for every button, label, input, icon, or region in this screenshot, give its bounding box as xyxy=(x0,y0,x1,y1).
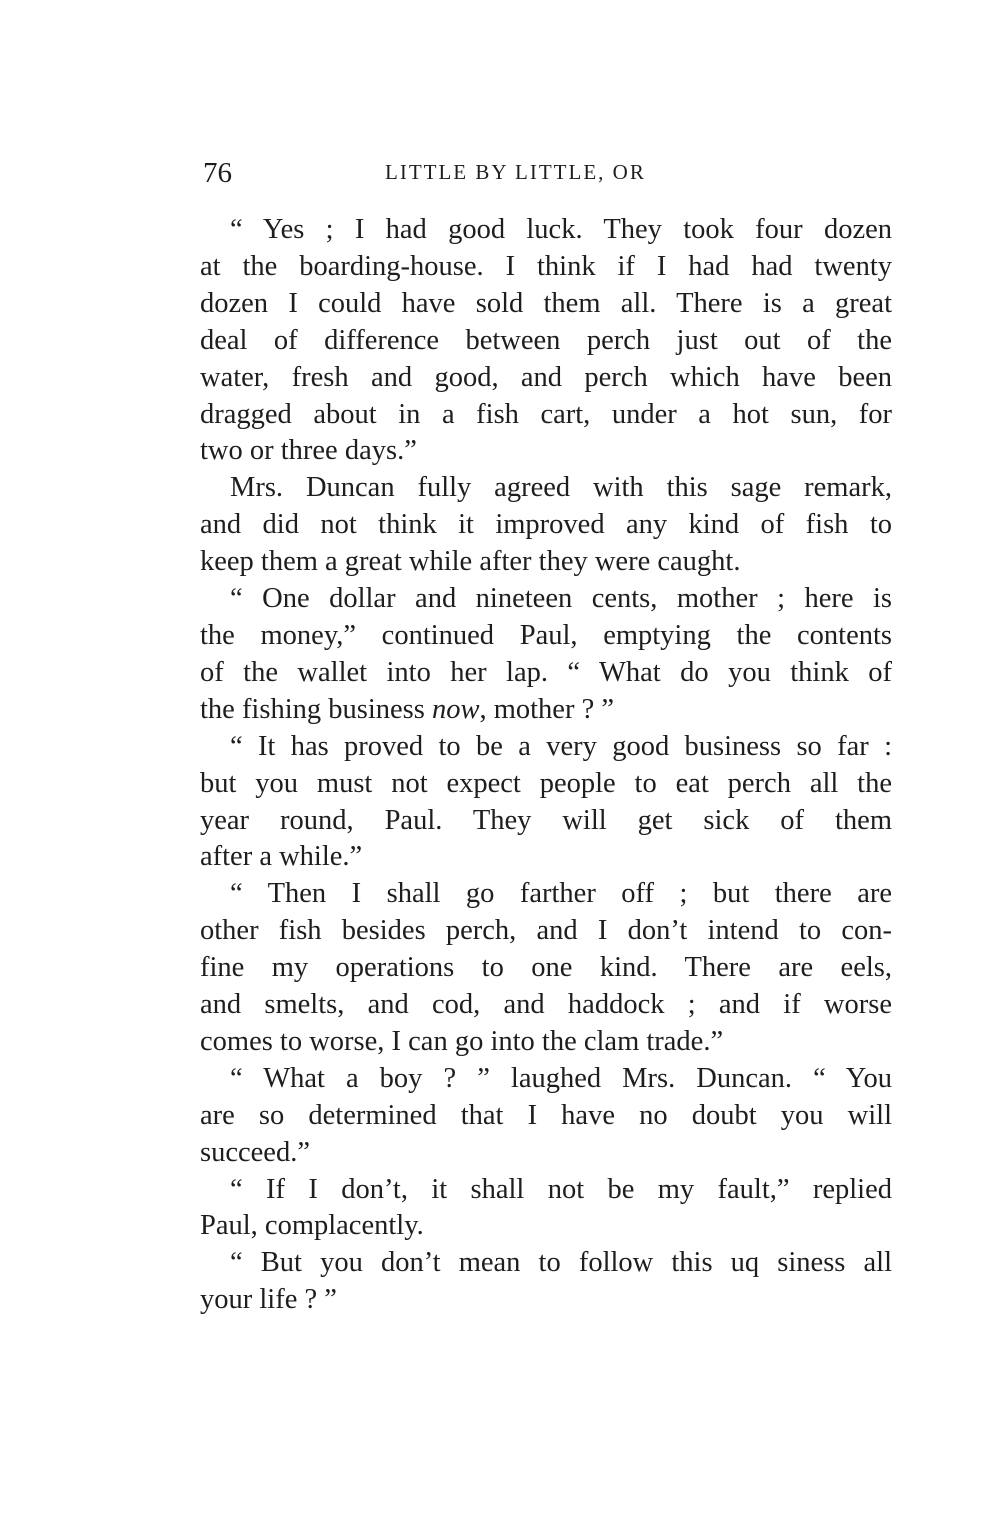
text-line: are so determined that I have no doubt you will xyxy=(200,1099,892,1131)
text-line: after a while.” xyxy=(200,841,363,873)
paragraph xyxy=(200,212,892,470)
text-line: Paul, complacently. xyxy=(200,1210,424,1242)
text-fragment: the fishing business xyxy=(200,693,432,725)
text-line: the money,” continued Paul, emptying the contents xyxy=(200,619,892,651)
text-line: “ What a boy ? ” laughed Mrs. Duncan. “ You xyxy=(230,1062,892,1094)
text-line: “ If I don’t, it shall not be my fault,” replied xyxy=(230,1173,892,1205)
page-number: 76 xyxy=(203,157,232,189)
text-fragment: , mother ? ” xyxy=(479,693,614,725)
text-line: deal of difference between perch just out of the xyxy=(200,324,892,356)
text-line: of the wallet into her lap. “ What do you think of xyxy=(200,656,892,688)
text-line: and did not think it improved any kind of fish to xyxy=(200,509,892,541)
paragraph xyxy=(200,1172,892,1246)
text-line: dozen I could have sold them all. There is a great xyxy=(200,287,892,319)
text-line: “ It has proved to be a very good business so far : xyxy=(230,730,892,762)
text-line: two or three days.” xyxy=(200,435,417,467)
text-line: but you must not expect people to eat perch all the xyxy=(200,767,892,799)
text-line: Mrs. Duncan fully agreed with this sage remark, xyxy=(230,472,892,504)
text-line: “ Then I shall go farther off ; but there are xyxy=(230,878,892,910)
italic-word: now xyxy=(431,693,480,725)
text-line: “ One dollar and nineteen cents, mother ; here is xyxy=(230,583,892,615)
text-line: other fish besides perch, and I don’t intend to con- xyxy=(200,915,892,947)
paragraph xyxy=(200,1245,892,1319)
page-header xyxy=(200,157,892,193)
paragraph xyxy=(200,470,892,581)
text-line: at the boarding-house. I think if I had had twenty xyxy=(200,250,892,282)
paragraph xyxy=(200,1061,892,1172)
text-line: your life ? ” xyxy=(200,1284,337,1316)
text-line: water, fresh and good, and perch which have been xyxy=(200,361,892,393)
paragraph xyxy=(200,729,892,877)
text-line: dragged about in a fish cart, under a hot sun, for xyxy=(200,398,892,430)
text-line: and smelts, and cod, and haddock ; and if worse xyxy=(200,989,892,1021)
text-line: year round, Paul. They will get sick of them xyxy=(200,804,892,836)
paragraph xyxy=(200,581,892,729)
text-line: “ Yes ; I had good luck. They took four dozen xyxy=(230,214,892,245)
running-title: LITTLE BY LITTLE, OR xyxy=(385,160,646,184)
text-line xyxy=(200,692,892,729)
text-line: fine my operations to one kind. There are eels, xyxy=(200,952,892,984)
text-line: succeed.” xyxy=(200,1136,310,1168)
text-line: comes to worse, I can go into the clam trade.” xyxy=(200,1025,724,1057)
text-line: keep them a great while after they were caught. xyxy=(200,546,741,578)
body-text xyxy=(200,212,892,1319)
text-line: “ But you don’t mean to follow this uq siness all xyxy=(230,1247,892,1279)
paragraph xyxy=(200,876,892,1061)
